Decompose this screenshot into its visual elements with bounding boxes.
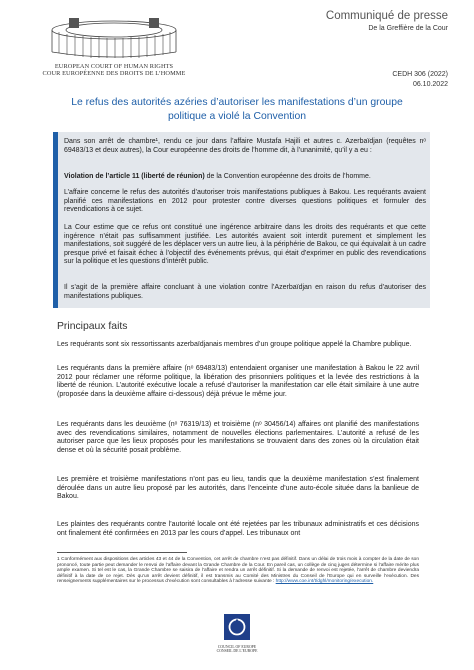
facts-paragraph-4: Les première et troisième manifestations n’ont pas eu lieu, tandis que la deuxième manifestation s’est finalement déroulée dans un autre lieu proposé par les autorités, dans l’enceinte d’une auto-école située dans la banlieue de Bakou. xyxy=(57,476,419,501)
facts-paragraph-1: Les requérants sont six ressortissants azerbaïdjanais membres d’un groupe politique appelé la Chambre publique. xyxy=(57,341,412,348)
council-of-europe-logo xyxy=(212,614,262,653)
press-release-subtitle: De la Greffière de la Cour xyxy=(368,25,448,32)
execution-link[interactable]: http://www.coe.int/t/dghl/monitoring/execution. xyxy=(275,579,374,585)
facts-paragraph-5: Les plaintes des requérants contre l’autorité locale ont été rejetées par les tribunaux administratifs et ces décisions ont finalement été confirmées en 2013 par les cours d’appel. Les tribunaux ont xyxy=(57,521,419,537)
footnote xyxy=(57,557,419,585)
summary-paragraph-1: Dans son arrêt de chambre¹, rendu ce jour dans l’affaire Mustafa Hajili et autres c. Azerbaïdjan (requêtes nᵒ 69483/13 et deux autres), la Cour européenne des droits de l’homme dit, à l’unanimité, qu’il y a eu : xyxy=(64,138,426,154)
headline-line-1: Le refus des autorités azéries d’autoriser les manifestations d’un groupe xyxy=(71,97,403,108)
summary-paragraph-5: Il s’agit de la première affaire concluant à une violation contre l’Azerbaïdjan en raison du refus d’autoriser des manifestations publiques. xyxy=(64,284,426,300)
summary-paragraph-4: La Cour estime que ce refus ont constitué une ingérence arbitraire dans les droits des requérants et que cette ingérence n’était pas suffisamment justifiée. Les autorités avaient soit interdit purement et simplement les manifestations, soit suggéré de les déplacer vers un autre lieu, à la périphérie de Bakou, ce qui équivalait à un cadre presque privé et faisait échec à l’objectif des événements prévus, qui était d’exprimer en public des revendications sur la politique et les questions d’intérêt public. xyxy=(64,224,426,266)
court-logo xyxy=(34,10,194,77)
reference-date: 06.10.2022 xyxy=(412,81,448,88)
summary-paragraph-3: L’affaire concerne le refus des autorités d’autoriser trois manifestations publiques à Bakou. Les requérants avaient planifié ces manifestations en 2012 pour protester contre diverses questions politiques et formuler des revendications à ce sujet. xyxy=(64,189,426,214)
court-building-icon xyxy=(39,10,189,62)
summary-box xyxy=(53,132,430,308)
court-name-fr: COUR EUROPÉENNE DES DROITS DE L’HOMME xyxy=(42,70,186,77)
headline xyxy=(50,96,424,124)
council-of-europe-emblem-icon xyxy=(224,614,250,640)
coe-name-en: COUNCIL OF EUROPE xyxy=(217,645,257,649)
reference-block xyxy=(392,70,448,90)
footnote-text: 1 Conformément aux dispositions des articles 43 et 44 de la Convention, cet arrêt de chambre n’est pas définitif. Dans un délai de trois mois à compter de la date de son prononcé, toute partie peut demander le renvoi de l’affaire devant la Grande Chambre de la Cour. En pareil cas, un collège de cinq juges détermine si l’affaire mérite plus ample examen. Si tel est le cas, la Grande Chambre se saisira de l’affaire et rendra un arrêt définitif. Si la demande de renvoi est rejetée, l’arrêt de chambre deviendra définitif à la date de ce rejet. Dès qu’un arrêt devient définitif, il est transmis au Comité des Ministres du Conseil de l’Europe qui en surveille l’exécution. Des renseignements supplémentaires sur le processus d’exécution sont consultables à l’adresse suivante : xyxy=(57,557,419,585)
coe-name-fr: CONSEIL DE L’EUROPE xyxy=(216,649,258,653)
facts-paragraph-2: Les requérants dans la première affaire (nᵒ 69483/13) entendaient organiser une manifestation à Bakou le 22 avril 2012 pour réclamer une réforme politique, la libération des prisonniers politiques et la levée des restrictions à la liberté de réunion. L’autorité exécutive locale a refusé d’autoriser la manifestation car elle était similaire à une autre (proposée dans la deuxième affaire ci-dessous) déjà prévue le même jour. xyxy=(57,365,419,398)
violation-rest: de la Convention européenne des droits de l’homme. xyxy=(204,173,371,180)
section-title: Principaux faits xyxy=(57,321,128,332)
court-name-en: EUROPEAN COURT OF HUMAN RIGHTS xyxy=(54,63,174,70)
summary-paragraph-2 xyxy=(64,173,426,182)
violation-article: Violation de l’article 11 (liberté de réunion) xyxy=(64,173,205,180)
press-release-title: Communiqué de presse xyxy=(325,10,448,22)
footnote-divider xyxy=(57,552,187,553)
reference-number: CEDH 306 (2022) xyxy=(392,71,448,78)
headline-line-2: politique a violé la Convention xyxy=(167,111,307,122)
facts-paragraph-3: Les requérants dans les deuxième (nᵒ 76319/13) et troisième (nᵒ 30456/14) affaires ont planifié des manifestations avec des revendications similaires, notamment de nouvelles élections parlementaires. L’autorité a refusé de les autoriser parce que les lieux proposés pour les manifestations se trouvaient dans des zones où la circulation était dense et où la sécurité posait problème. xyxy=(57,421,419,454)
